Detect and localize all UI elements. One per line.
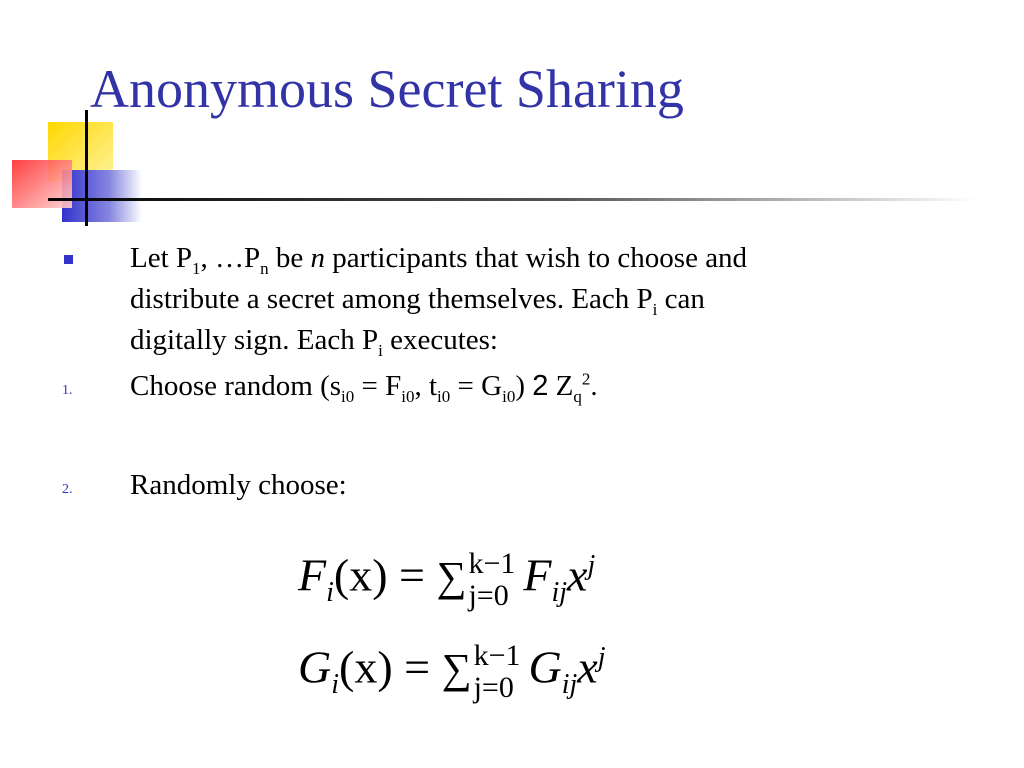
upper-limit: k−1 — [473, 639, 521, 672]
text-run: distribute a secret among themselves. Each P — [130, 283, 653, 315]
math-symbol: G — [528, 641, 562, 693]
text-run: executes: — [382, 324, 498, 356]
bullet-square-icon — [64, 255, 73, 264]
decorative-corner-graphic — [0, 110, 1024, 235]
italic-n: n — [310, 242, 326, 274]
slide-title: Anonymous Secret Sharing — [90, 59, 684, 119]
text-run: be — [268, 242, 311, 274]
math-superscript: j — [587, 550, 596, 582]
horizontal-rule — [48, 198, 978, 201]
math-subscript: i — [331, 668, 340, 700]
upper-limit: k−1 — [468, 547, 516, 580]
sum-limits — [474, 640, 521, 704]
text-run: participants that wish to choose and — [325, 242, 748, 274]
bullet-line-2 — [130, 279, 705, 320]
text-run: Z — [548, 370, 574, 402]
text-run: . — [590, 370, 598, 402]
text-run: , …P — [200, 242, 261, 274]
text-run: Let P — [130, 242, 193, 274]
subscript: i0 — [502, 386, 516, 406]
math-text: (x) = — [339, 641, 442, 693]
math-variable: x — [577, 641, 598, 693]
subscript: 1 — [192, 258, 201, 278]
text-run: can — [657, 283, 705, 315]
text-run: digitally sign. Each P — [130, 324, 379, 356]
formula-f — [298, 548, 595, 612]
math-symbol: F — [523, 549, 552, 601]
vertical-rule — [85, 110, 88, 226]
math-superscript: j — [597, 642, 606, 674]
text-run: ) — [515, 370, 533, 402]
item-number: 2. — [62, 482, 73, 497]
blue-square — [62, 170, 142, 222]
sum-limits — [468, 548, 515, 612]
subscript: n — [260, 258, 269, 278]
superscript: 2 — [581, 369, 591, 389]
math-text: (x) = — [333, 549, 437, 601]
member-symbol: 2 — [532, 370, 549, 402]
subscript: i0 — [341, 386, 355, 406]
math-symbol: G — [298, 641, 332, 693]
math-subscript: ij — [561, 668, 578, 700]
lower-limit: j=0 — [473, 671, 514, 704]
text-run: Choose random (s — [130, 370, 342, 402]
subscript: i — [652, 299, 658, 319]
sum-symbol: ∑ — [436, 554, 467, 601]
subscript: i0 — [437, 386, 451, 406]
sum-symbol: ∑ — [441, 646, 472, 693]
subscript: q — [573, 386, 582, 406]
bullet-line-3 — [130, 320, 498, 361]
lower-limit: j=0 — [468, 579, 509, 612]
step-2-text: Randomly choose: — [130, 469, 347, 501]
item-number: 1. — [62, 383, 73, 398]
math-subscript: ij — [551, 576, 568, 608]
subscript: i0 — [401, 386, 415, 406]
math-subscript: i — [326, 576, 334, 608]
text-run: , t — [414, 370, 438, 402]
math-symbol: F — [298, 549, 327, 601]
bullet-line-1 — [130, 238, 747, 279]
formula-g — [298, 640, 605, 704]
text-run: = G — [450, 370, 503, 402]
step-1-text — [130, 366, 598, 407]
subscript: i — [378, 340, 383, 360]
text-run: = F — [354, 370, 402, 402]
math-variable: x — [567, 549, 588, 601]
